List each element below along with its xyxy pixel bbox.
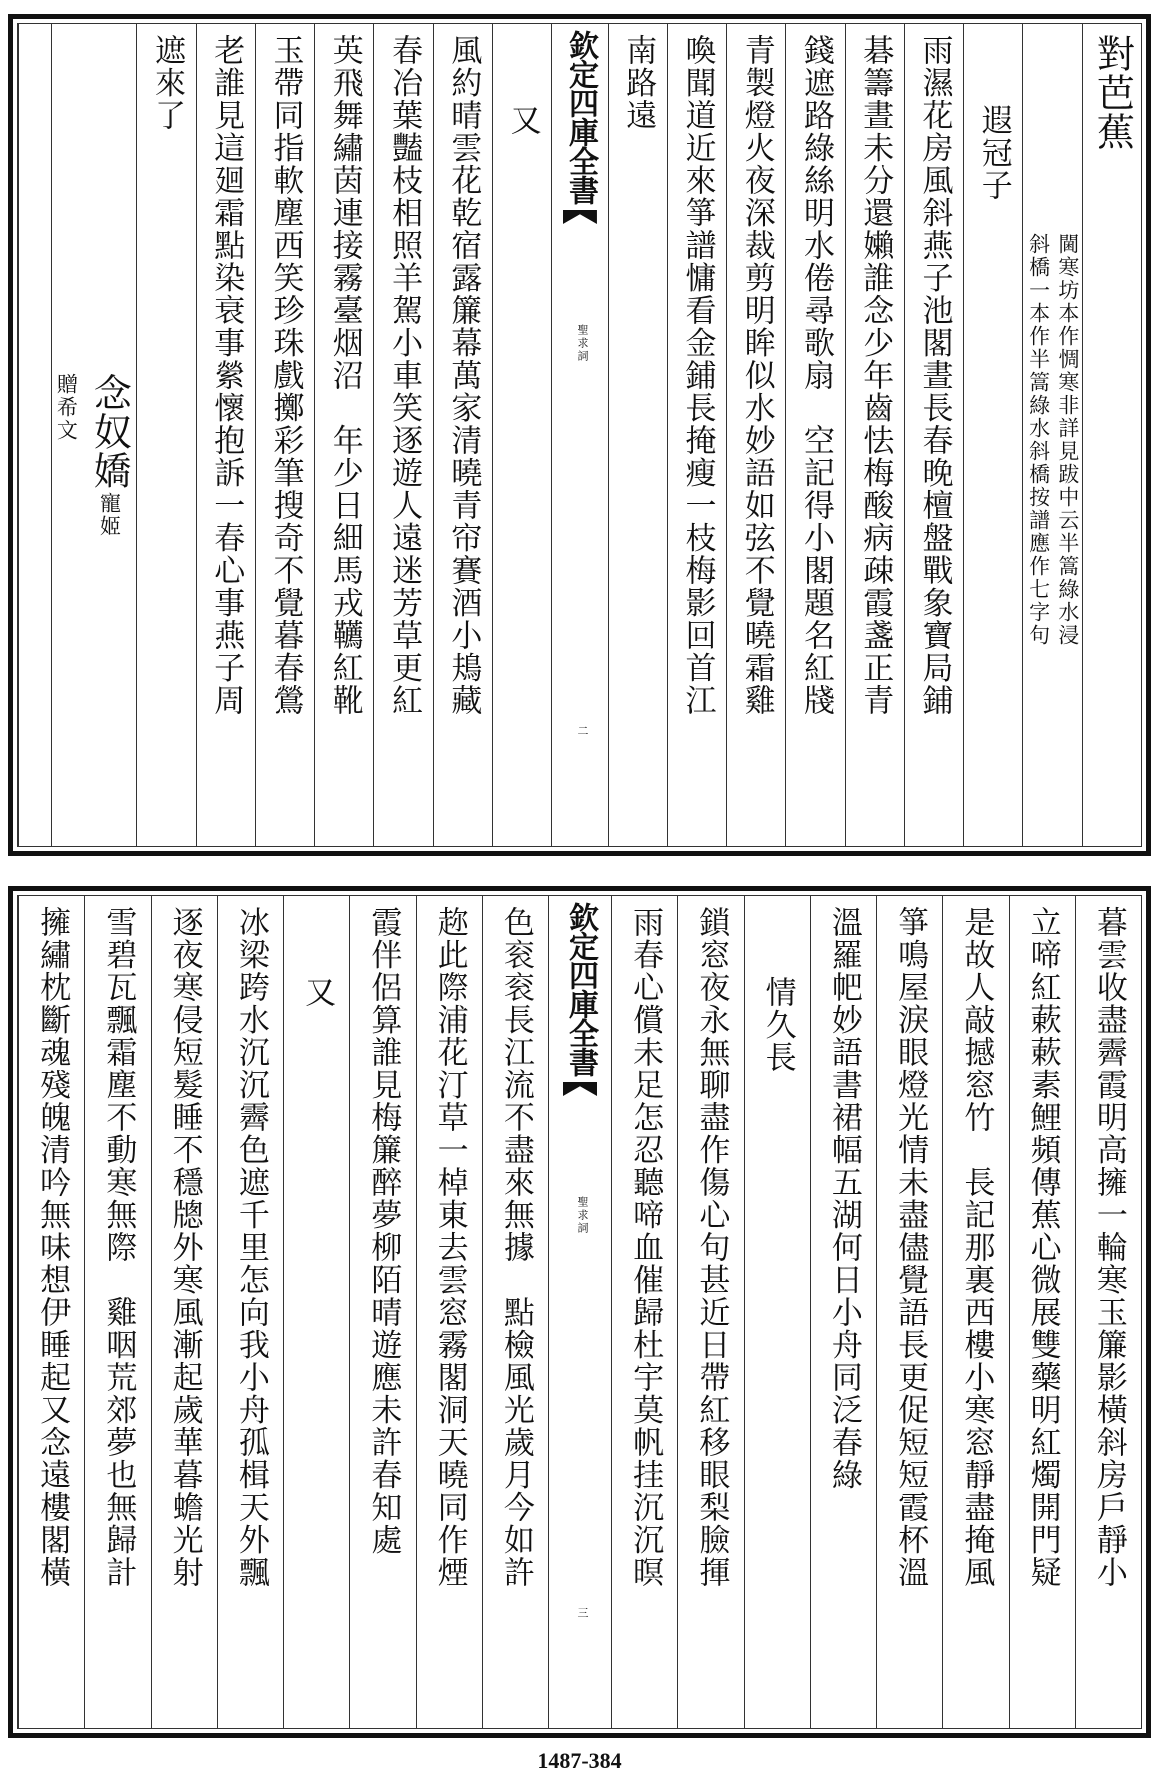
poem-line: 英飛舞繡茵連接霧臺烟沼 年少日細馬戎韉紅靴 <box>326 34 363 717</box>
bottom-page-columns <box>17 895 1142 1729</box>
text-column <box>84 896 150 1728</box>
poem-line: 喚聞道近來箏譜慵看金鋪長掩瘦一枝梅影回首江 <box>679 34 716 717</box>
bottom-page <box>8 886 1151 1738</box>
fishtail-mark <box>563 1082 597 1104</box>
poem-title: 又 <box>504 104 541 137</box>
section-title: 聖求詞 <box>575 324 589 363</box>
empty-column <box>18 24 51 846</box>
text-column <box>744 896 810 1728</box>
text-column <box>255 24 314 846</box>
section-title: 聖求詞 <box>576 1196 589 1235</box>
text-column <box>217 896 283 1728</box>
text-column <box>667 24 726 846</box>
dedication-note: 寵姬 <box>97 491 122 538</box>
text-column <box>845 24 904 846</box>
poem-line: 春冶葉豔枝相照羊駕小車笑逐遊人遠迷芳草更紅 <box>386 34 423 717</box>
poem-line: 雨春心償未足怎忍聽啼血催歸杜宇莫帆挂沉沉暝 <box>627 906 664 1589</box>
poem-line: 南路遠 <box>620 34 657 132</box>
text-column <box>433 24 492 846</box>
poem-line: 鎖窓夜永無聊盡作傷心句甚近日帶紅移眼梨臉揮 <box>693 906 730 1589</box>
poem-line: 箏鳴屋淚眼燈光情未盡儘覺語長更促短短霞杯溫 <box>892 906 929 1589</box>
poem-title: 又 <box>299 976 336 1009</box>
title-column <box>51 24 136 846</box>
top-page-columns <box>17 23 1142 847</box>
text-column <box>18 896 84 1728</box>
poem-line: 色衮衮長江流不盡來無據 點檢風光歲月今如許 <box>497 906 534 1589</box>
poem-line: 老誰見這廻霜點染衰事縈懷抱訴一春心事燕子周 <box>208 34 245 717</box>
text-column <box>810 896 876 1728</box>
text-column <box>151 896 217 1728</box>
text-column <box>1082 24 1141 846</box>
text-column <box>349 896 415 1728</box>
text-column <box>283 896 349 1728</box>
center-fold <box>551 24 607 846</box>
text-column <box>1075 896 1141 1728</box>
poem-line: 霞伴侶算誰見梅簾醉夢柳陌晴遊應未許春知處 <box>365 906 402 1556</box>
text-column <box>196 24 255 846</box>
book-title: 欽定四庫全書 <box>562 30 598 204</box>
dedication-note: 贈希文 <box>54 372 79 442</box>
text-column <box>136 24 195 846</box>
heading-title: 對芭蕉 <box>1090 34 1135 151</box>
text-column <box>876 896 942 1728</box>
top-page <box>8 14 1151 856</box>
poem-title: 遐冠子 <box>975 104 1012 202</box>
poem-line: 立啼紅蔌蔌素鯉頻傳蕉心微展雙藥明紅燭開門疑 <box>1024 906 1061 1589</box>
annotation-column <box>1022 24 1081 846</box>
text-column <box>1009 896 1075 1728</box>
poem-line: 是故人敲撼窓竹 長記那裏西樓小寒窓靜盡掩風 <box>958 906 995 1589</box>
poem-line: 逐夜寒侵短髮睡不穩牕外寒風漸起歲華暮蟾光射 <box>166 906 203 1589</box>
poem-line: 暮雲收盡霽霞明高擁一輪寒玉簾影橫斜房戶靜小 <box>1090 906 1127 1589</box>
text-column <box>963 24 1022 846</box>
poem-line: 雨濕花房風斜燕子池閣晝長春晚檀盤戰象寶局鋪 <box>916 34 953 717</box>
catalog-number: 1487-384 <box>537 1748 622 1773</box>
page-number: 二 <box>575 725 589 736</box>
poem-line: 雪碧瓦飄霜塵不動寒無際 雞咽荒郊夢也無歸計 <box>100 906 137 1589</box>
text-column <box>482 896 548 1728</box>
text-column <box>726 24 785 846</box>
text-column <box>942 896 1008 1728</box>
text-column <box>314 24 373 846</box>
text-column <box>677 896 743 1728</box>
poem-line: 青製燈火夜深裁剪明眸似水妙語如弦不覺曉霜雞 <box>738 34 775 717</box>
text-column <box>416 896 482 1728</box>
book-title: 欽定四庫全書 <box>563 902 598 1076</box>
poem-line: 趂此際浦花汀草一棹東去雲窓霧閣洞天曉同作煙 <box>431 906 468 1589</box>
annotation-text: 斜橋一本作半篙綠水斜橋按譜應作七字句 <box>1026 233 1051 647</box>
poem-line: 溫羅帊妙語書裙幅五湖何日小舟同泛春綠 <box>825 906 862 1491</box>
fishtail-mark <box>563 210 597 232</box>
page-number: 三 <box>576 1607 589 1618</box>
annotation-text: 閫寒坊本作惆寒非詳見跋中云半篙綠水浸 <box>1055 233 1080 647</box>
poem-line: 風約晴雲花乾宿露簾幕萬家清曉青帘賽酒小鳺藏 <box>445 34 482 717</box>
center-fold <box>548 896 611 1728</box>
poem-line: 碁籌晝未分還嬾誰念少年齒怯梅酸病疎霞盞正青 <box>857 34 894 717</box>
poem-line: 玉帶同指軟塵西笑珍珠戲擲彩筆搜奇不覺暮春鶯 <box>267 34 304 717</box>
text-column <box>608 24 667 846</box>
text-column <box>373 24 432 846</box>
poem-line: 錢遮路綠絲明水倦尋歌扇 空記得小閣題名紅牋 <box>798 34 834 717</box>
poem-line: 遮來了 <box>149 34 185 132</box>
poem-title: 念奴嬌 <box>87 372 132 490</box>
text-column <box>785 24 844 846</box>
text-column <box>611 896 677 1728</box>
poem-line: 冰梁跨水沉沉霽色遮千里怎向我小舟孤楫天外飄 <box>232 906 269 1589</box>
poem-line: 擁繡枕斷魂殘魄清吟無味想伊睡起又念遠樓閣橫 <box>34 906 71 1589</box>
text-column <box>904 24 963 846</box>
text-column <box>492 24 551 846</box>
poem-title: 情久長 <box>759 976 796 1074</box>
